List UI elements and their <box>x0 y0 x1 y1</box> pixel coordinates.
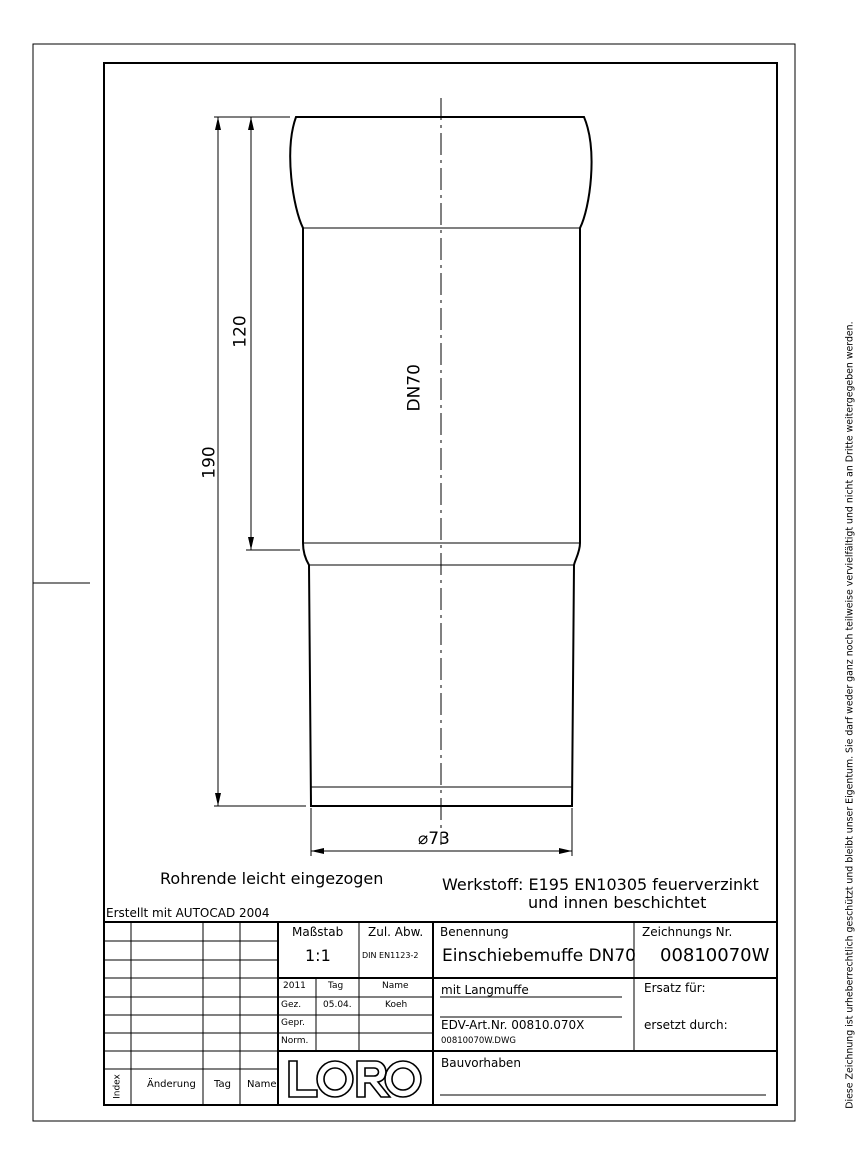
tolerance-value: DIN EN1123-2 <box>362 951 419 960</box>
revision-day-header: Tag <box>214 1079 231 1090</box>
copyright-side-note: Diese Zeichnung ist urheberrechtlich geschützt und bleibt unser Eigentum. Sie darf weder ganz noch teilweise vervielfältigt und nicht an Dritte weitergegeben werden. <box>844 321 855 1109</box>
designation-label: Benennung <box>440 925 509 939</box>
name-header: Name <box>382 981 409 991</box>
day-header: Tag <box>328 981 344 991</box>
company-logo <box>284 1056 428 1102</box>
dim-120-label: 120 <box>230 315 251 348</box>
designation-value: Einschiebemuffe DN70 <box>442 946 636 966</box>
article-number: EDV-Art.Nr. 00810.070X <box>441 1018 585 1032</box>
drawn-date: 05.04. <box>323 1000 352 1010</box>
scale-label: Maßstab <box>292 925 344 939</box>
revision-index-header: Index <box>112 1074 123 1099</box>
material-note-line2: und innen beschichtet <box>528 893 707 912</box>
drawing-number-label: Zeichnungs Nr. <box>642 925 733 939</box>
dim-73-arrow-left <box>311 848 324 854</box>
file-name: 00810070W.DWG <box>441 1036 516 1046</box>
dim-190-arrow-bottom <box>215 793 221 806</box>
nominal-size-label: DN70 <box>404 364 425 412</box>
pipe-end-note: Rohrende leicht eingezogen <box>160 869 384 888</box>
project-label: Bauvorhaben <box>441 1056 521 1070</box>
material-note-line1: Werkstoff: E195 EN10305 feuerverzinkt <box>442 875 759 894</box>
dim-120-arrow-top <box>248 117 254 130</box>
dim-190-arrow-top <box>215 117 221 130</box>
revision-change-header: Änderung <box>147 1079 196 1090</box>
replaced-by-label: ersetzt durch: <box>644 1018 728 1032</box>
norm-label: Norm. <box>281 1036 309 1046</box>
dim-120-arrow-bottom <box>248 537 254 550</box>
drawing-number-value: 00810070W <box>660 945 770 966</box>
dim-73-arrow-right <box>559 848 572 854</box>
checked-label: Gepr. <box>281 1018 305 1028</box>
replacement-for-label: Ersatz für: <box>644 981 706 995</box>
dim-190-label: 190 <box>199 446 220 479</box>
subtitle-value: mit Langmuffe <box>441 983 529 997</box>
year-cell: 2011 <box>283 981 306 991</box>
tolerance-label: Zul. Abw. <box>368 925 424 939</box>
drawn-name: Koeh <box>385 1000 408 1010</box>
dim-73-label: ⌀73 <box>418 829 450 849</box>
drawn-label: Gez. <box>281 1000 302 1010</box>
scale-value: 1:1 <box>305 946 331 965</box>
revision-name-header: Name <box>247 1079 277 1090</box>
created-with-note: Erstellt mit AUTOCAD 2004 <box>106 906 270 920</box>
